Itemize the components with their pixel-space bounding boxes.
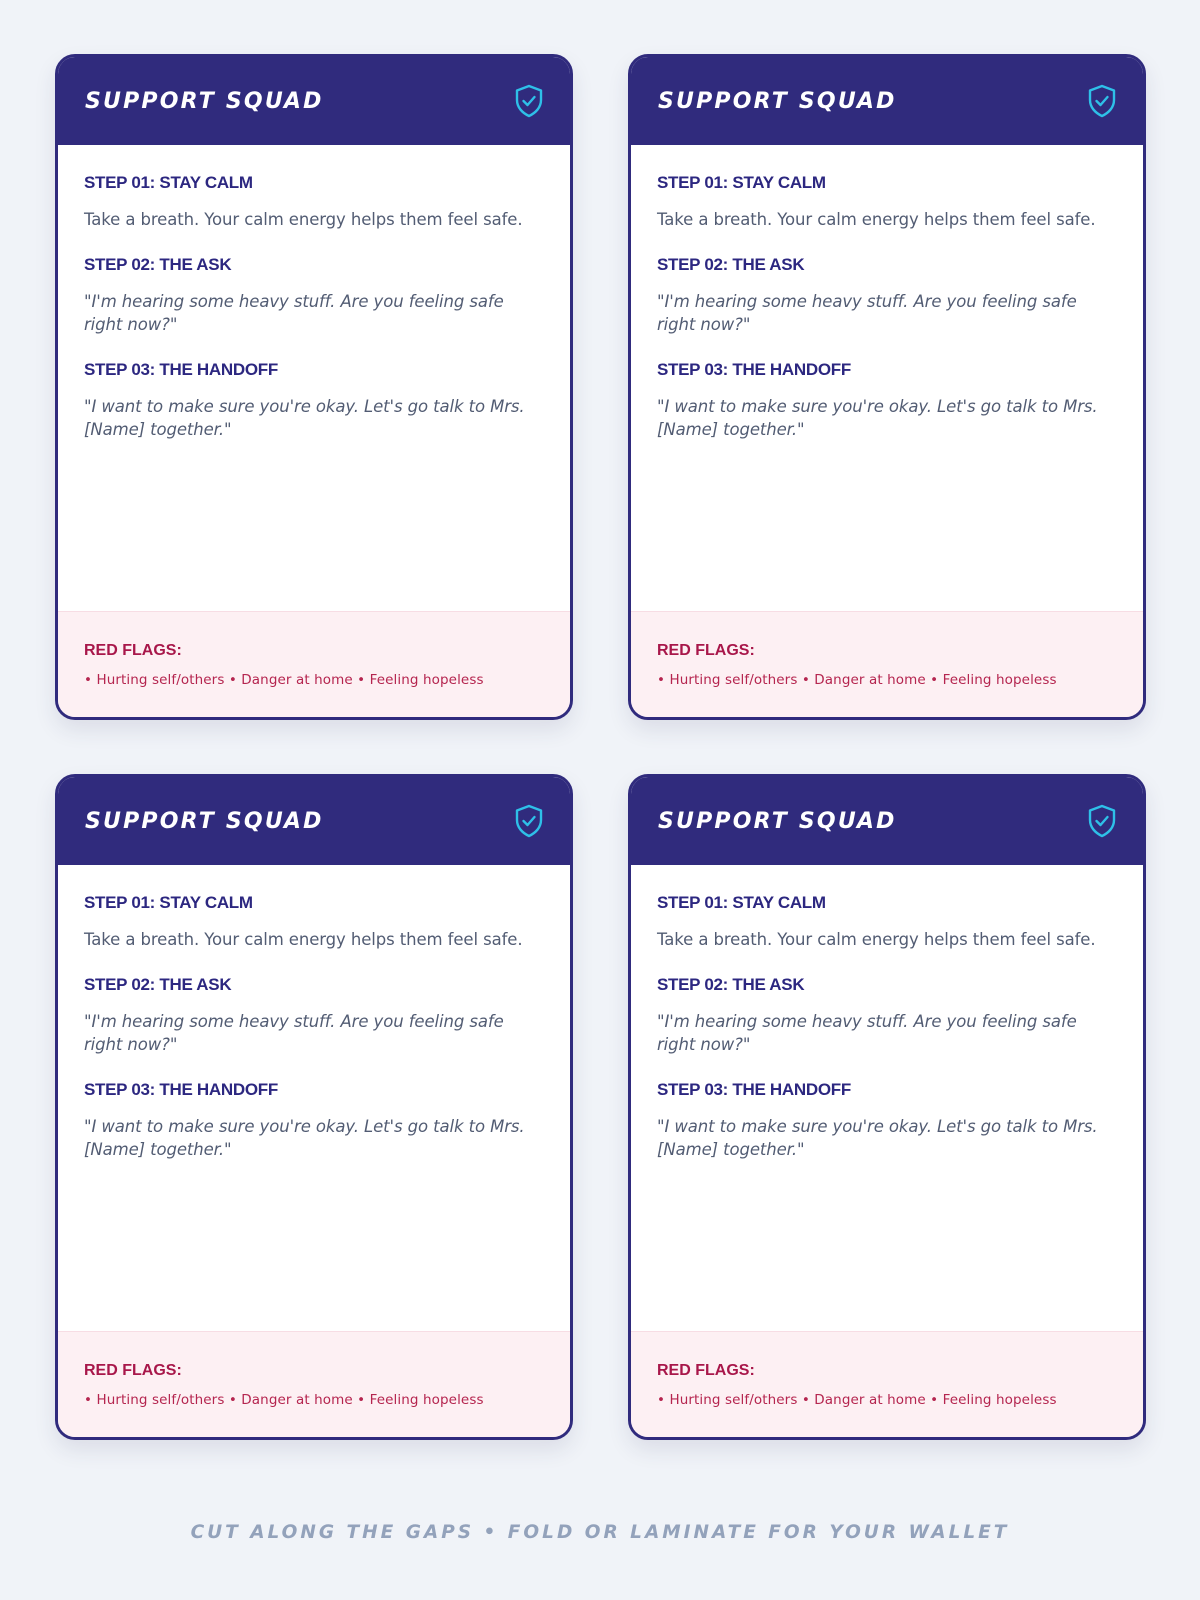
step-heading: STEP 02: THE ASK: [84, 255, 232, 274]
step-text: Take a breath. Your calm energy helps them feel safe.: [657, 210, 1096, 229]
card-title: SUPPORT SQUAD: [658, 808, 897, 834]
step-quote: "I want to make sure you're okay. Let's go talk to Mrs. [Name] together.": [657, 397, 1098, 439]
step-quote: "I want to make sure you're okay. Let's go talk to Mrs. [Name] together.": [84, 1117, 525, 1159]
step-3: [657, 360, 1117, 441]
step-text: Take a breath. Your calm energy helps them feel safe.: [84, 210, 523, 229]
support-card: [55, 774, 573, 1440]
step-heading: STEP 01: STAY CALM: [84, 173, 253, 192]
step-heading: STEP 02: THE ASK: [657, 975, 805, 994]
step-3: [84, 1080, 544, 1161]
support-card: [628, 54, 1146, 720]
cut-instructions: CUT ALONG THE GAPS • FOLD OR LAMINATE FOR YOUR WALLET: [190, 1522, 1010, 1543]
step-1: [84, 893, 544, 951]
step-2: [84, 975, 544, 1056]
card-body: [58, 145, 570, 441]
card-header: [631, 777, 1143, 865]
card-grid: [55, 54, 1146, 1440]
step-1: [657, 893, 1117, 951]
red-flags-list: • Hurting self/others • Danger at home • Feeling hopeless: [84, 672, 484, 688]
red-flags-panel: [631, 1331, 1143, 1437]
card-title: SUPPORT SQUAD: [658, 88, 897, 114]
step-quote: "I want to make sure you're okay. Let's go talk to Mrs. [Name] together.": [84, 397, 525, 439]
step-heading: STEP 02: THE ASK: [84, 975, 232, 994]
card-title: SUPPORT SQUAD: [85, 88, 324, 114]
card-title: SUPPORT SQUAD: [85, 808, 324, 834]
step-heading: STEP 01: STAY CALM: [657, 173, 826, 192]
shield-check-icon: [1087, 804, 1117, 838]
step-text: Take a breath. Your calm energy helps them feel safe.: [84, 930, 523, 949]
card-header: [58, 777, 570, 865]
step-heading: STEP 03: THE HANDOFF: [657, 1080, 851, 1099]
step-2: [657, 255, 1117, 336]
step-heading: STEP 02: THE ASK: [657, 255, 805, 274]
red-flags-list: • Hurting self/others • Danger at home • Feeling hopeless: [657, 672, 1057, 688]
red-flags-list: • Hurting self/others • Danger at home • Feeling hopeless: [657, 1392, 1057, 1408]
step-quote: "I want to make sure you're okay. Let's go talk to Mrs. [Name] together.": [657, 1117, 1098, 1159]
step-quote: "I'm hearing some heavy stuff. Are you feeling safe right now?": [657, 292, 1077, 334]
shield-check-icon: [514, 84, 544, 118]
card-body: [631, 865, 1143, 1161]
red-flags-title: RED FLAGS:: [84, 642, 182, 659]
step-quote: "I'm hearing some heavy stuff. Are you feeling safe right now?": [84, 1012, 504, 1054]
red-flags-panel: [58, 611, 570, 717]
step-text: Take a breath. Your calm energy helps them feel safe.: [657, 930, 1096, 949]
red-flags-list: • Hurting self/others • Danger at home • Feeling hopeless: [84, 1392, 484, 1408]
card-header: [58, 57, 570, 145]
step-quote: "I'm hearing some heavy stuff. Are you feeling safe right now?": [657, 1012, 1077, 1054]
step-heading: STEP 03: THE HANDOFF: [84, 360, 278, 379]
red-flags-title: RED FLAGS:: [657, 642, 755, 659]
shield-check-icon: [514, 804, 544, 838]
step-heading: STEP 01: STAY CALM: [84, 893, 253, 912]
support-card: [55, 54, 573, 720]
step-heading: STEP 03: THE HANDOFF: [657, 360, 851, 379]
card-header: [631, 57, 1143, 145]
step-heading: STEP 01: STAY CALM: [657, 893, 826, 912]
red-flags-panel: [58, 1331, 570, 1437]
step-3: [84, 360, 544, 441]
red-flags-title: RED FLAGS:: [657, 1362, 755, 1379]
red-flags-panel: [631, 611, 1143, 717]
step-1: [657, 173, 1117, 231]
shield-check-icon: [1087, 84, 1117, 118]
support-card: [628, 774, 1146, 1440]
step-1: [84, 173, 544, 231]
card-body: [631, 145, 1143, 441]
red-flags-title: RED FLAGS:: [84, 1362, 182, 1379]
card-body: [58, 865, 570, 1161]
step-quote: "I'm hearing some heavy stuff. Are you feeling safe right now?": [84, 292, 504, 334]
step-2: [84, 255, 544, 336]
step-3: [657, 1080, 1117, 1161]
step-heading: STEP 03: THE HANDOFF: [84, 1080, 278, 1099]
step-2: [657, 975, 1117, 1056]
